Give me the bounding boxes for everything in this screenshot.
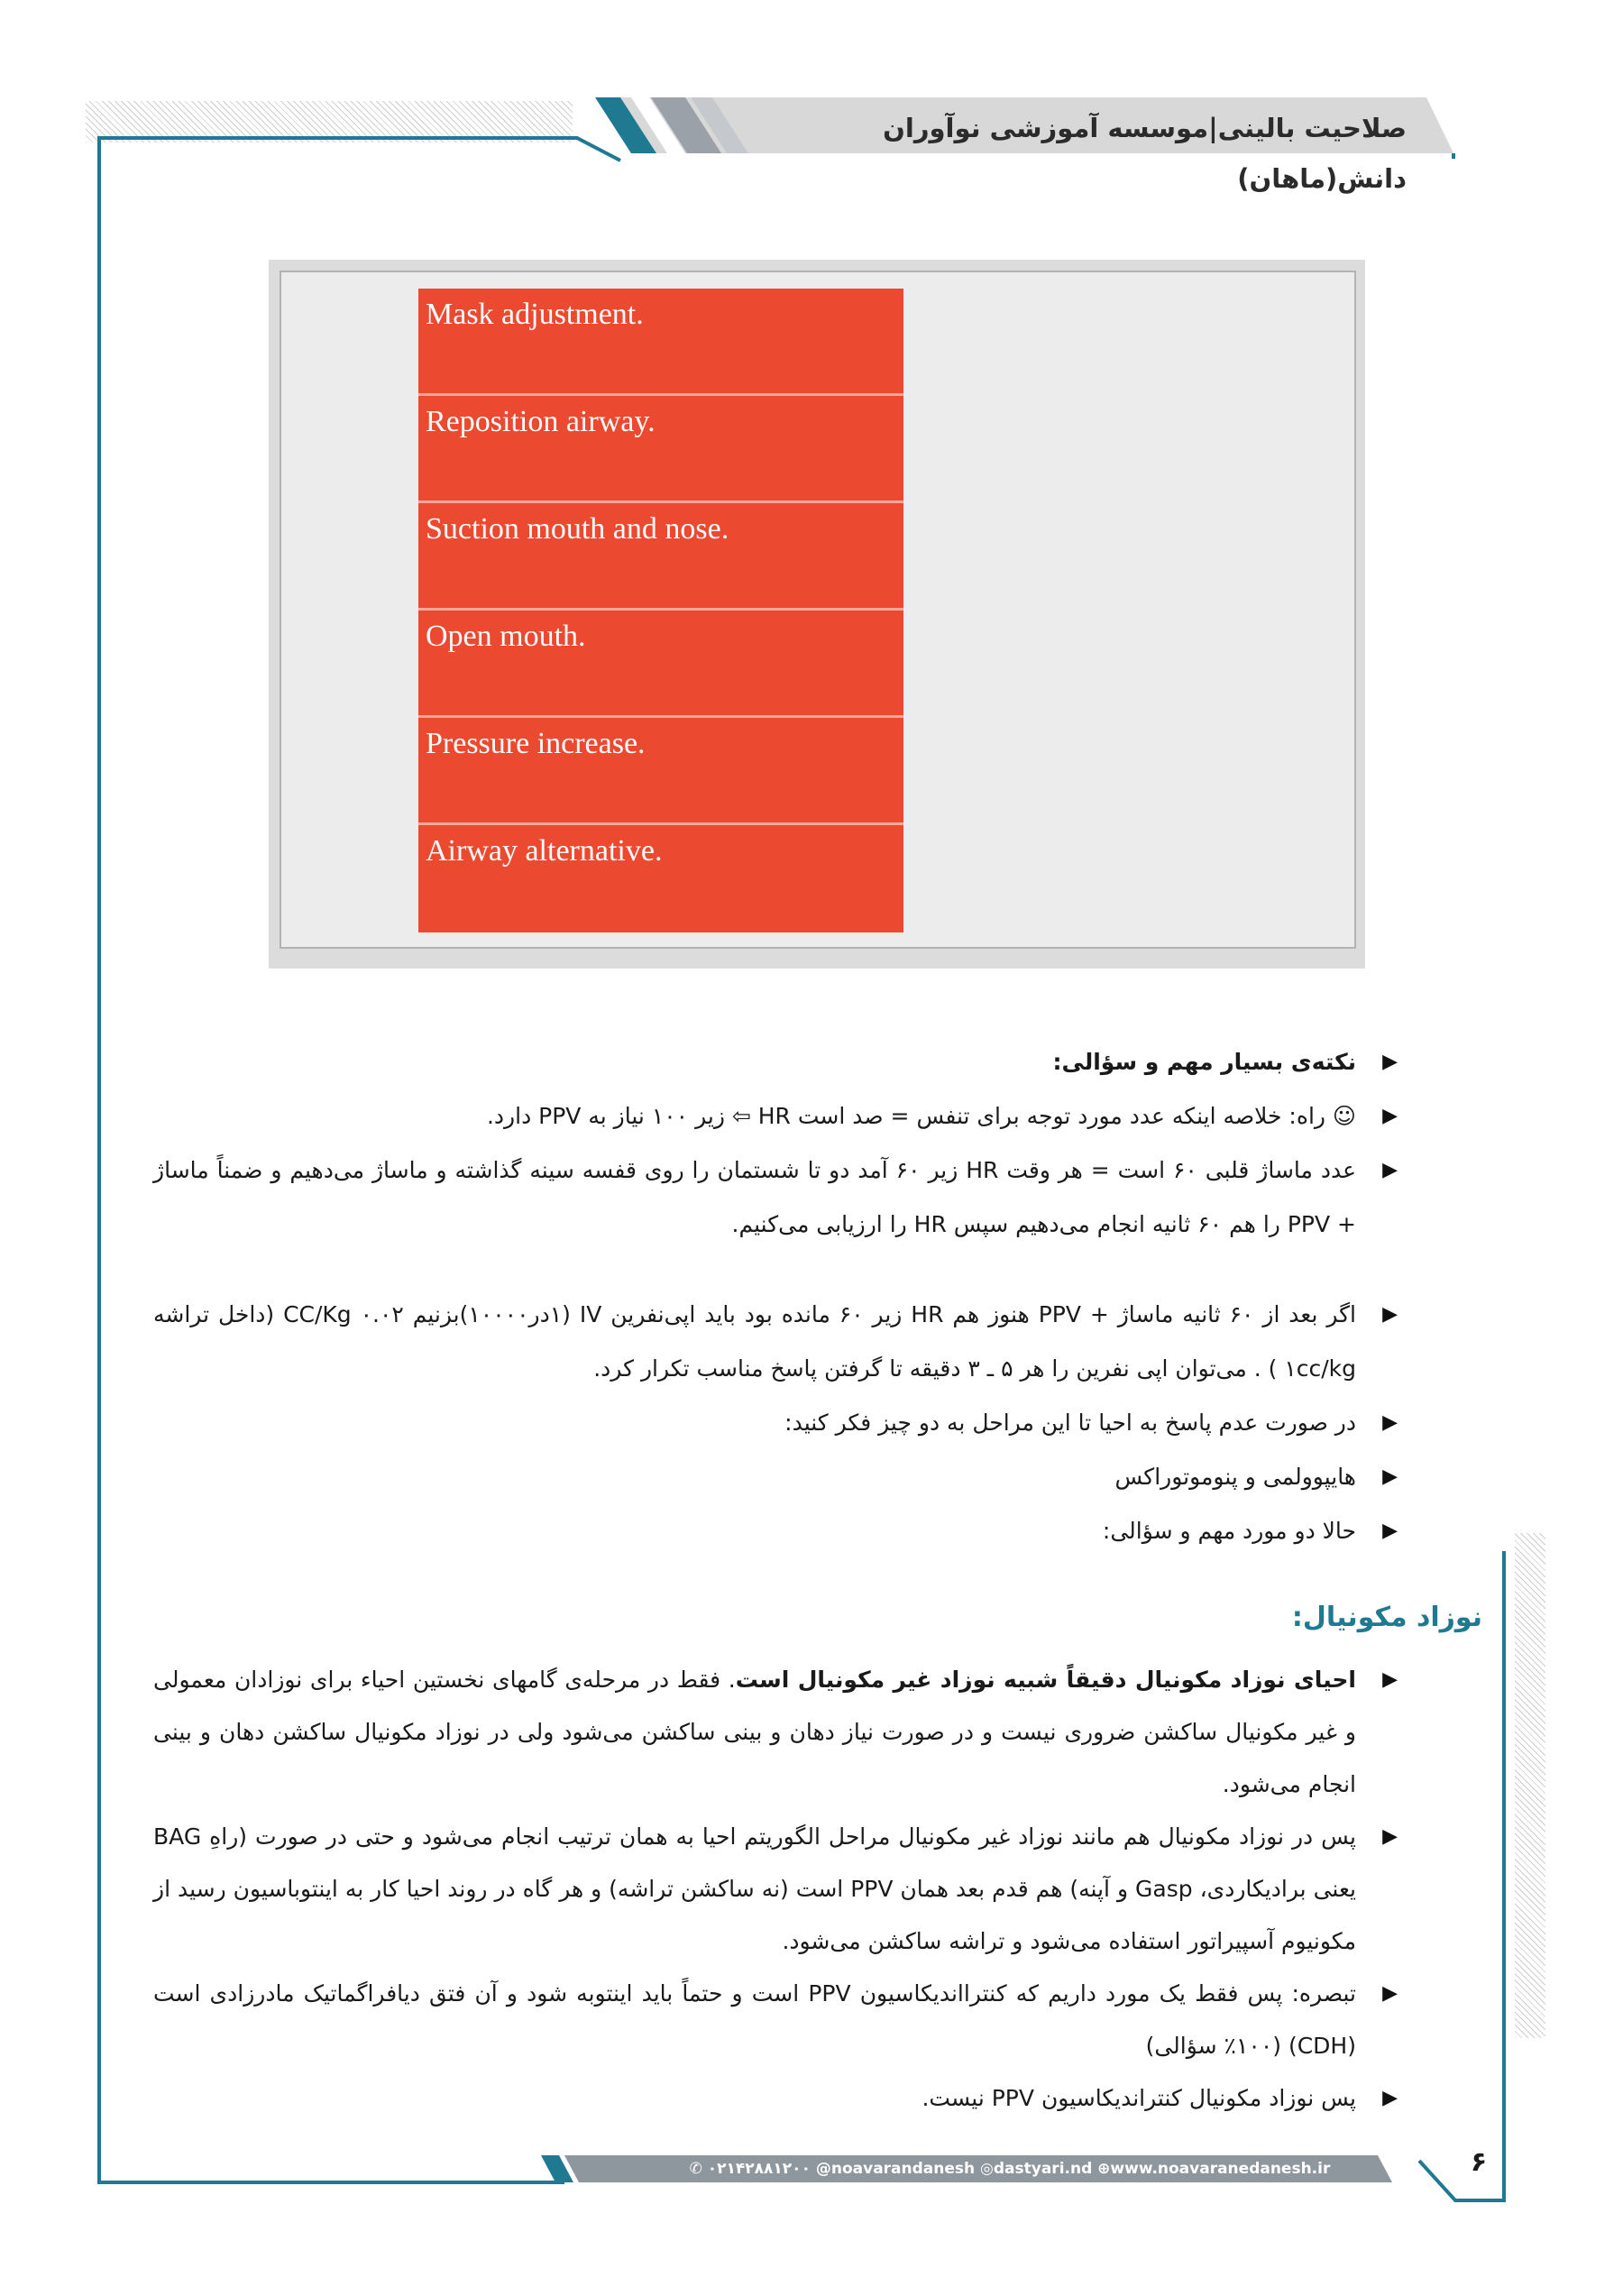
meconium-heading: نوزاد مکونیال:: [1291, 1602, 1482, 1633]
header-title: صلاحیت بالینی|موسسه آموزشی نوآوران دانش(ماهان): [883, 113, 1407, 194]
meconium-paragraph-3: ▶ تبصره: پس فقط یک مورد داریم که کنترااندیکاسیون PPV است و حتماً باید اینتوبه شود و آن فتق دیافراگماتیک مادرزادی است (CDH) (٪۱۰۰ سؤالی): [153, 1968, 1398, 2072]
steps-list: [418, 289, 903, 932]
meconium-paragraph-4: ▶ پس نوزاد مکونیال کنتراندیکاسیون PPV نیست.: [153, 2072, 1398, 2125]
note-important-heading: ▶ نکته‌ی بسیار مهم و سؤالی:: [153, 1035, 1398, 1089]
note-hypovolemia: [153, 1450, 1398, 1504]
note-no-response: ▶ در صورت عدم پاسخ به احیا تا این مراحل به دو چیز فکر کنید:: [153, 1396, 1398, 1450]
step-open-mouth: Open mouth.: [418, 611, 903, 718]
step-mask-adjustment: Mask adjustment.: [418, 289, 903, 396]
notes-section: [153, 1035, 1398, 1558]
meconium-p1-bold: احیای نوزاد مکونیال دقیقاً شبیه نوزاد غیر مکونیال است: [735, 1667, 1356, 1693]
note-epinephrine: ▶ اگر بعد از ۶۰ ثانیه ماساژ + PPV هنوز هم HR زیر ۶۰ مانده بود باید اپی‌نفرین IV (۱در۱۰۰۰۰)بزنیم ۰.۰۲ CC/Kg (داخل تراشه ۱cc/kg ) . می‌توان اپی نفرین را هر ۵ ـ ۳ دقیقه تا گرفتن پاسخ مناسب تکرار کرد.: [153, 1288, 1398, 1396]
meconium-paragraph-1: [153, 1654, 1398, 1811]
note-hypovolemia-text: هایپوولمی و پنوموتوراکس: [1114, 1464, 1356, 1490]
page-number: ۶: [1470, 2146, 1488, 2178]
step-airway-alternative: Airway alternative.: [418, 825, 903, 932]
step-reposition-airway: Reposition airway.: [418, 396, 903, 503]
meconium-p1-rest: . فقط در مرحله‌ی گامهای نخستین احیاء برای نوزادان معمولی و غیر مکونیال ساکشن ضروری نیست و در صورت نیاز دهان و بینی ساکشن می‌شود ولی در نوزاد مکونیال ساکشن دهان و بینی انجام می‌شود.: [153, 1667, 1356, 1797]
note-breathing-hr: ▶ ☺ راه: خلاصه اینکه عدد مورد توجه برای تنفس = صد است HR ⇦ زیر ۱۰۰ نیاز به PPV دارد.: [153, 1089, 1398, 1143]
step-suction: Suction mouth and nose.: [418, 503, 903, 611]
frame-right-line: [1419, 1551, 1504, 2200]
note-two-cases: ▶ حالا دو مورد مهم و سؤالی:: [153, 1504, 1398, 1558]
ventilation-corrective-steps-figure: [269, 260, 1365, 969]
meconium-section: [153, 1654, 1398, 2125]
figure-panel: [280, 271, 1356, 949]
footer-contact-info: ✆ ۰۲۱۴۲۸۸۱۲۰۰ @noavarandanesh ◎dastyari.nd ⊕www.noavaranedanesh.ir: [689, 2160, 1331, 2178]
note-cardiac-massage: ▶ عدد ماساژ قلبی ۶۰ است = هر وقت HR زیر ۶۰ آمد دو تا شستمان را روی قفسه سینه گذاشته و ماساژ می‌دهیم و ضمناً ماساژ + PPV را هم ۶۰ ثانیه انجام می‌دهیم سپس HR را ارزیابی می‌کنیم.: [153, 1143, 1398, 1252]
meconium-paragraph-2: ▶ پس در نوزاد مکونیال هم مانند نوزاد غیر مکونیال مراحل الگوریتم احیا به همان ترتیب انجام می‌شود و حتی در صورت (راهِ BAG یعنی برادیکاردی، Gasp و آپنه) هم قدم بعد همان PPV است (نه ساکشن تراشه) و هر گاه در روند احیا کار به اینتوباسیون رسید از مکونیوم آسپیراتور استفاده می‌شود و تراشه ساکشن می‌شود.: [153, 1811, 1398, 1968]
step-pressure-increase: Pressure increase.: [418, 718, 903, 825]
